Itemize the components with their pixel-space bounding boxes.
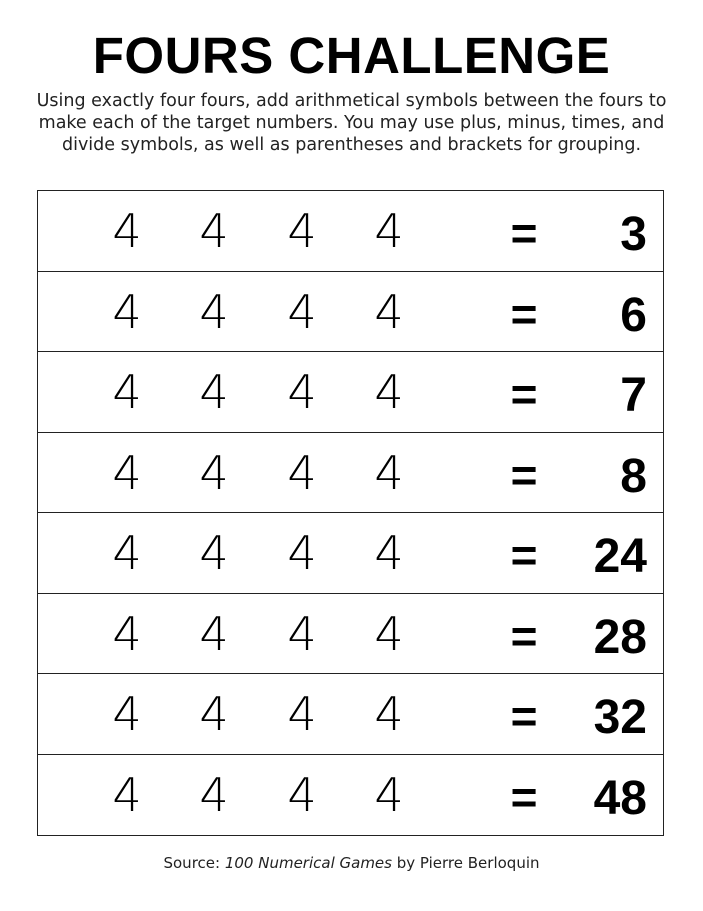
target-number: 28 xyxy=(593,610,647,664)
puzzle-table xyxy=(37,190,664,836)
equals-sign: = xyxy=(510,609,538,662)
four-digit: 4 xyxy=(112,526,142,580)
four-digit: 4 xyxy=(199,526,229,580)
four-digit: 4 xyxy=(374,365,404,419)
four-digit: 4 xyxy=(374,284,404,339)
four-digit: 4 xyxy=(374,687,404,741)
four-digit: 4 xyxy=(199,687,229,741)
target-number: 24 xyxy=(593,530,647,583)
four-digit: 4 xyxy=(374,767,404,822)
four-digit: 4 xyxy=(287,204,317,258)
target-number: 8 xyxy=(620,449,647,503)
source-book-title: 100 Numerical Games xyxy=(224,854,392,872)
four-digit: 4 xyxy=(374,445,404,500)
four-digit: 4 xyxy=(112,445,142,500)
four-digit: 4 xyxy=(374,606,404,661)
puzzle-row xyxy=(38,433,663,514)
four-digit: 4 xyxy=(287,767,317,822)
equals-sign: = xyxy=(510,287,538,340)
source-author: by Pierre Berloquin xyxy=(391,854,540,872)
equals-sign: = xyxy=(510,770,538,823)
four-digit: 4 xyxy=(287,526,317,580)
four-digit: 4 xyxy=(199,204,229,258)
target-number: 6 xyxy=(620,288,647,342)
equals-sign: = xyxy=(510,448,538,501)
four-digit: 4 xyxy=(199,445,229,500)
target-number: 48 xyxy=(593,771,647,825)
puzzle-row xyxy=(38,352,663,433)
target-number: 3 xyxy=(620,208,647,261)
four-digit: 4 xyxy=(287,606,317,661)
four-digit: 4 xyxy=(287,445,317,500)
four-digit: 4 xyxy=(112,284,142,339)
four-digit: 4 xyxy=(112,767,142,822)
four-digit: 4 xyxy=(199,767,229,822)
four-digit: 4 xyxy=(112,365,142,419)
four-digit: 4 xyxy=(199,606,229,661)
puzzle-row xyxy=(38,513,663,594)
four-digit: 4 xyxy=(374,526,404,580)
four-digit: 4 xyxy=(287,687,317,741)
puzzle-row xyxy=(38,594,663,675)
page-title: FOURS CHALLENGE xyxy=(92,27,611,84)
equals-sign: = xyxy=(510,368,538,420)
puzzle-row xyxy=(38,272,663,353)
puzzle-row xyxy=(38,674,663,755)
four-digit: 4 xyxy=(112,606,142,661)
instructions-text: Using exactly four fours, add arithmetical symbols between the fours to make each of the target numbers. You may use plus, minus, times, and divide symbols, as well as parentheses and brackets for grouping. xyxy=(36,91,667,155)
source-prefix: Source: xyxy=(163,854,225,872)
four-digit: 4 xyxy=(199,365,229,419)
equals-sign: = xyxy=(510,690,538,742)
four-digit: 4 xyxy=(112,687,142,741)
four-digit: 4 xyxy=(287,365,317,419)
four-digit: 4 xyxy=(199,284,229,339)
four-digit: 4 xyxy=(374,204,404,258)
equals-sign: = xyxy=(510,207,538,259)
equals-sign: = xyxy=(510,529,538,581)
puzzle-row xyxy=(38,191,663,272)
source-credit xyxy=(0,853,703,873)
four-digit: 4 xyxy=(287,284,317,339)
puzzle-row xyxy=(38,755,663,836)
target-number: 32 xyxy=(593,691,647,744)
target-number: 7 xyxy=(620,369,647,422)
four-digit: 4 xyxy=(112,204,142,258)
